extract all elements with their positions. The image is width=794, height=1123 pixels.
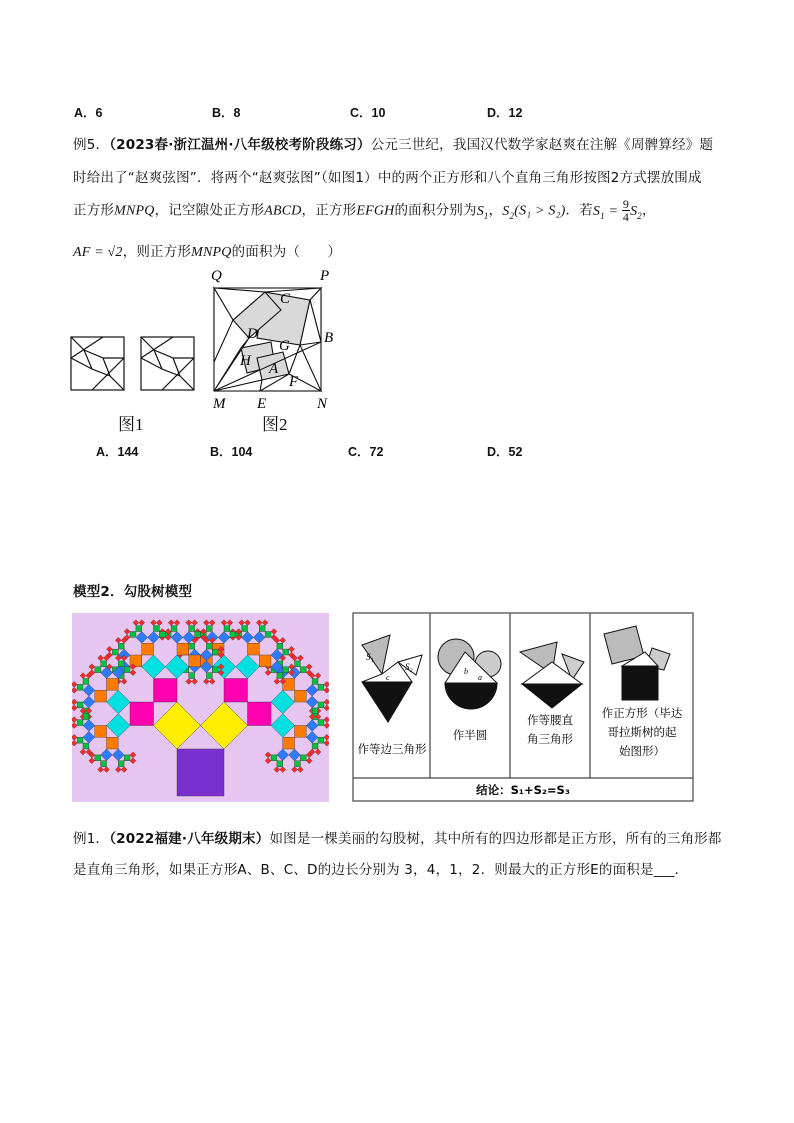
label-E: E (257, 396, 267, 412)
tree-square (83, 743, 89, 749)
tree-square (312, 708, 318, 714)
tree-square (265, 632, 271, 638)
tree-square (77, 737, 83, 743)
tree-square (95, 726, 107, 738)
conclusion: 结论：S₁+S₂=S₃ (476, 783, 570, 797)
tree-square (283, 737, 295, 749)
tree-square (248, 643, 260, 655)
tree-square (130, 632, 136, 638)
tree-square (95, 690, 107, 702)
ex1-source: （2022福建·八年级期末） (109, 831, 270, 847)
tree-square (154, 679, 178, 703)
pythagoras-tree-image (72, 613, 329, 802)
tree-square (112, 649, 118, 655)
t3b: ，记空隙处正方形 (154, 202, 265, 219)
tree-square (300, 667, 306, 673)
ex1-line-2: 是直角三角形，如果正方形A、B、C、D的边长分别为 3，4，1，2．则最大的正方形E的面积是___． (73, 862, 689, 878)
tree-square (130, 702, 154, 726)
label-4b: 哥拉斯树的起 (607, 725, 677, 739)
t3e: ， (488, 202, 503, 219)
ex5-option-b: B．104 (210, 445, 253, 459)
label-3b: 角三角形 (527, 732, 573, 746)
figure-2 (205, 262, 345, 412)
tree-square (295, 661, 301, 667)
ex5-line-2: 时给出了“赵爽弦图”．将两个“赵爽弦图”（如图1）中的两个正方形和八个直角三角形按图2方式摆放围成 (73, 170, 702, 186)
mnpq-label-2: MNPQ (191, 245, 232, 260)
tree-square (159, 632, 165, 638)
tree-square (136, 626, 142, 632)
t4a: ，则正方形 (122, 244, 192, 260)
ex5-line-4 (73, 240, 341, 261)
af-eq: AF = √2 (73, 245, 123, 260)
mini-b: b (464, 667, 468, 676)
label-G: G (279, 338, 290, 354)
tree-square (259, 655, 271, 667)
label-B: B (324, 330, 334, 346)
mnpq-label: MNPQ (114, 203, 155, 219)
tree-square (118, 643, 124, 649)
tree-square (101, 761, 107, 767)
tree-square (154, 626, 160, 632)
label-Q: Q (211, 268, 222, 284)
t4b: 的面积为（ ） (231, 244, 342, 260)
panel-semicircle (438, 639, 501, 709)
tree-square (95, 755, 101, 761)
label-1: 作等边三角形 (357, 742, 427, 756)
tree-square (295, 761, 301, 767)
tree-square (283, 667, 289, 673)
label-P: P (320, 268, 330, 284)
tree-square (212, 667, 218, 673)
tree-square (77, 720, 83, 726)
tree-square (206, 673, 212, 679)
tree-square (142, 643, 154, 655)
tree-square (107, 679, 119, 691)
zhao-shuang-square-1 (71, 337, 124, 390)
s2-symbol: $S_2$ (502, 203, 515, 221)
tree-square (224, 626, 230, 632)
tree-square (118, 661, 124, 667)
label-C: C (280, 291, 291, 307)
s1-symbol: $S_1$ (476, 203, 489, 221)
tree-square (189, 643, 195, 649)
tree-square (318, 720, 324, 726)
tree-square (177, 749, 224, 796)
tree-square (206, 643, 212, 649)
tree-square (312, 679, 318, 685)
ex5-option-c: C．72 (348, 445, 384, 459)
tree-square (77, 702, 83, 708)
tree-square (295, 690, 307, 702)
tree-square (295, 726, 307, 738)
fraction: $\frac{9}{4}$ (622, 197, 630, 224)
tree-square (124, 755, 130, 761)
ex5-text-1: 公元三世纪，我国汉代数学家赵爽在注解《周髀算经》题 (370, 137, 714, 153)
model-panel (352, 612, 694, 802)
tree-square (101, 661, 107, 667)
t3f: ．若 (565, 202, 593, 219)
zhao-shuang-square-2 (141, 337, 194, 390)
tree-square (300, 755, 306, 761)
ex5-line-1 (73, 133, 713, 153)
eq-s1: $S_1$ = (592, 203, 622, 221)
tree-square (77, 684, 83, 690)
label-3a: 作等腰直 (527, 713, 573, 727)
tree-square (107, 737, 119, 749)
label-4c: 始图形） (619, 744, 665, 758)
tree-square (242, 626, 248, 632)
panel-equilateral (362, 635, 422, 722)
tree-square (189, 673, 195, 679)
ex1-line-1 (73, 827, 722, 847)
label-2: 作半圆 (452, 728, 488, 742)
mini-s2: S₂ (405, 662, 413, 672)
panel-squares (604, 626, 670, 700)
figure-1 (70, 336, 195, 392)
ex1-text-1: 如图是一棵美丽的勾股树，其中所有的四边形都是正方形，所有的三角形都 (269, 831, 722, 847)
abcd-label: ABCD (264, 203, 302, 219)
tree-square (259, 626, 265, 632)
fig1-caption: 图1 (118, 415, 144, 434)
tree-square (124, 667, 130, 673)
mini-c: c (386, 673, 390, 682)
efgh-label: EFGH (356, 203, 395, 219)
tree-square (177, 643, 189, 655)
tree-square (206, 626, 212, 632)
tree-square (189, 655, 201, 667)
mini-a: a (478, 673, 482, 682)
condition: (S₁ > S₂) (514, 203, 566, 219)
tree-square (277, 643, 283, 649)
mini-s1: S₁ (366, 652, 374, 662)
tree-square (118, 761, 124, 767)
tree-square (195, 632, 201, 638)
fig2-caption: 图2 (262, 415, 288, 434)
option-d: D．12 (487, 106, 523, 120)
ex5-option-a: A．144 (96, 445, 139, 459)
tree-square (95, 667, 101, 673)
t3g: ， (642, 202, 656, 219)
tree-square (277, 673, 283, 679)
t3a: 正方形 (73, 202, 115, 219)
tree-square (318, 702, 324, 708)
tree-square (171, 626, 177, 632)
label-A: A (269, 361, 279, 377)
option-c: C．10 (350, 106, 386, 120)
tree-square (248, 702, 272, 726)
tree-square (312, 743, 318, 749)
tree-square (283, 649, 289, 655)
tree-square (189, 626, 195, 632)
panel-isosceles (520, 642, 584, 708)
tree-square (212, 649, 218, 655)
tree-square (277, 761, 283, 767)
label-F: F (289, 374, 299, 390)
tree-square (271, 755, 277, 761)
option-a: A．6 (74, 106, 103, 120)
ex5-option-d: D．52 (487, 445, 523, 459)
label-D: D (247, 326, 258, 342)
model2-title: 模型2．勾股树模型 (73, 584, 193, 600)
t3c: ，正方形 (301, 202, 357, 219)
label-H: H (240, 353, 251, 369)
tree-square (83, 679, 89, 685)
label-N: N (317, 396, 328, 412)
label-4a: 作正方形（毕达 (601, 706, 683, 720)
label-M: M (213, 396, 226, 412)
eq-s2: $S_2$ (630, 203, 642, 221)
ex5-line-3 (73, 198, 656, 223)
option-b: B．8 (212, 106, 241, 120)
ex5-source: （2023春·浙江温州·八年级校考阶段练习） (109, 137, 371, 153)
tree-square (230, 632, 236, 638)
tree-square (318, 684, 324, 690)
tree-square (224, 679, 248, 703)
ex5-lead: 例5． (73, 137, 110, 153)
t3d: 的面积分别为 (394, 202, 477, 219)
tree-square (83, 714, 89, 720)
tree-square (318, 737, 324, 743)
ex1-lead: 例1． (73, 831, 110, 847)
